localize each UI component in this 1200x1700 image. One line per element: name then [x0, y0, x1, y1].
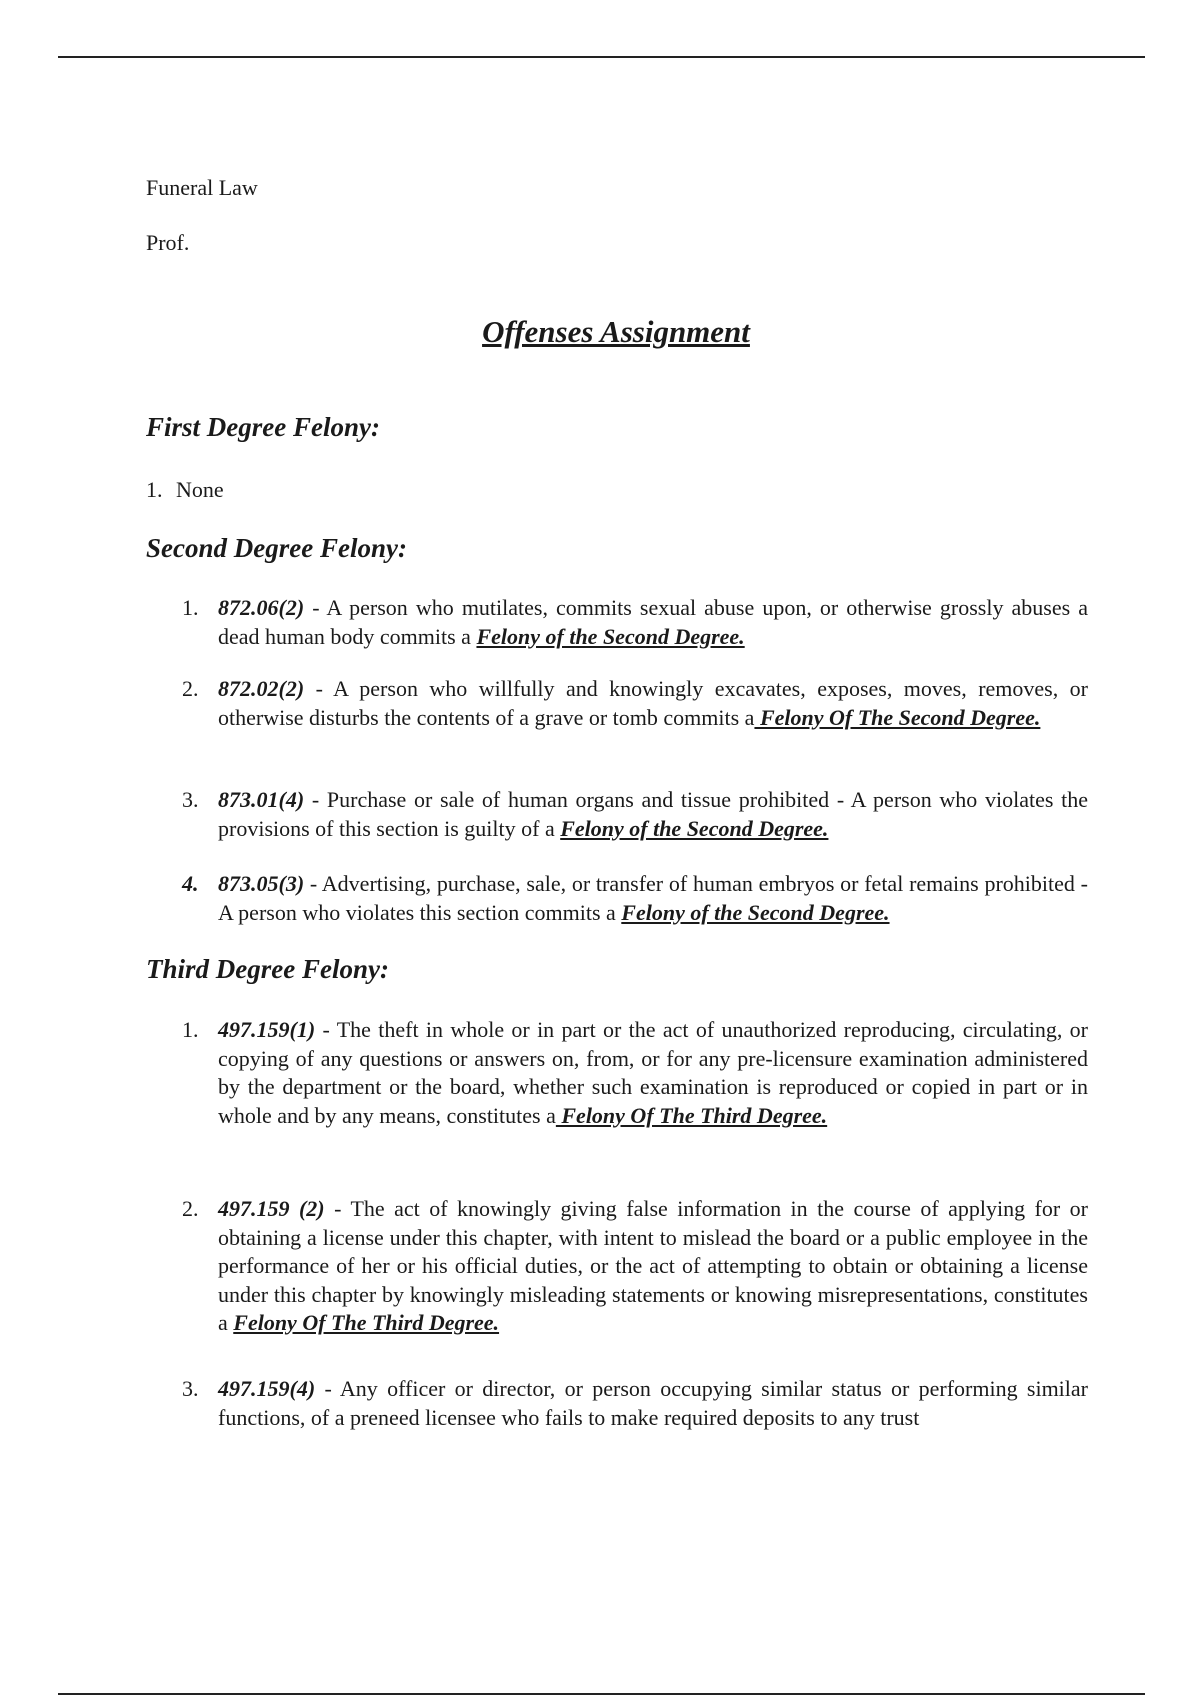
statute-code: 497.159(1): [218, 1017, 316, 1042]
list-item: [182, 1016, 1088, 1130]
statute-text: - Purchase or sale of human organs and tissue prohibited - A person who violates the provisions of this section is guilty of a: [218, 787, 1088, 841]
list-item: [182, 594, 1088, 651]
list-number: 3.: [182, 1376, 199, 1401]
professor-line: Prof.: [146, 230, 190, 255]
page-bottom-rule: [58, 1693, 1145, 1695]
statute-code: 497.159 (2): [218, 1196, 325, 1221]
list-number: 2.: [182, 1196, 199, 1221]
penalty-classification: Felony of the Second Degree.: [560, 815, 829, 841]
penalty-classification: Felony Of The Third Degree.: [233, 1310, 500, 1335]
penalty-classification: Felony of the Second Degree.: [476, 623, 745, 649]
list-number: 2.: [182, 676, 199, 701]
list-item: [182, 1375, 1088, 1432]
list-number: 1.: [146, 477, 163, 502]
list-item-text: None: [176, 477, 224, 502]
statute-text: - A person who mutilates, commits sexual abuse upon, or otherwise grossly abuses a dead human body commits a: [218, 595, 1088, 649]
list-number: 1.: [182, 595, 199, 620]
penalty-classification: Felony Of The Third Degree.: [555, 1102, 828, 1128]
statute-text: - The act of knowingly giving false information in the course of applying for or obtaining a license under this chapter, with intent to mislead the board or a public employee in the performance of her or his official duties, or the act of attempting to obtain or obtaining a license under this chapter by knowingly misleading statements or knowing misrepresentations, constitutes a: [218, 1196, 1088, 1335]
statute-text: - The theft in whole or in part or the act of unauthorized reproducing, circulating, or copying of any questions or answers on, from, or for any pre-licensure examination administered by the department or the board, whether such examination is reproduced or copied in part or in whole and by any means, constitutes a: [218, 1017, 1088, 1128]
list-item: [182, 786, 1088, 843]
section-heading-first-degree: First Degree Felony:: [146, 412, 380, 442]
page-title: Offenses Assignment: [482, 314, 750, 349]
list-number: 1.: [182, 1017, 199, 1042]
statute-code: 872.02(2): [218, 676, 305, 701]
penalty-classification: Felony of the Second Degree.: [621, 899, 890, 925]
statute-code: 873.05(3): [218, 871, 305, 896]
list-number: 3.: [182, 787, 199, 812]
statute-code: 872.06(2): [218, 595, 305, 620]
list-item: [182, 870, 1088, 927]
course-name: Funeral Law: [146, 175, 258, 200]
list-item: [182, 1195, 1088, 1338]
statute-text: - Any officer or director, or person occupying similar status or performing similar functions, of a preneed licensee who fails to make required deposits to any trust: [218, 1376, 1088, 1430]
section-heading-third-degree: Third Degree Felony:: [146, 954, 389, 984]
list-number: 4.: [182, 871, 199, 896]
statute-text: - A person who willfully and knowingly excavates, exposes, moves, removes, or otherwise disturbs the contents of a grave or tomb commits a: [218, 676, 1088, 730]
page-top-rule: [58, 56, 1145, 58]
penalty-classification: Felony Of The Second Degree.: [754, 704, 1041, 730]
list-item: [146, 477, 224, 503]
statute-text: - Advertising, purchase, sale, or transfer of human embryos or fetal remains prohibited - A person who violates this section commits a: [218, 871, 1088, 925]
statute-code: 497.159(4): [218, 1376, 316, 1401]
section-heading-second-degree: Second Degree Felony:: [146, 533, 407, 563]
statute-code: 873.01(4): [218, 787, 305, 812]
list-item: [182, 675, 1088, 732]
